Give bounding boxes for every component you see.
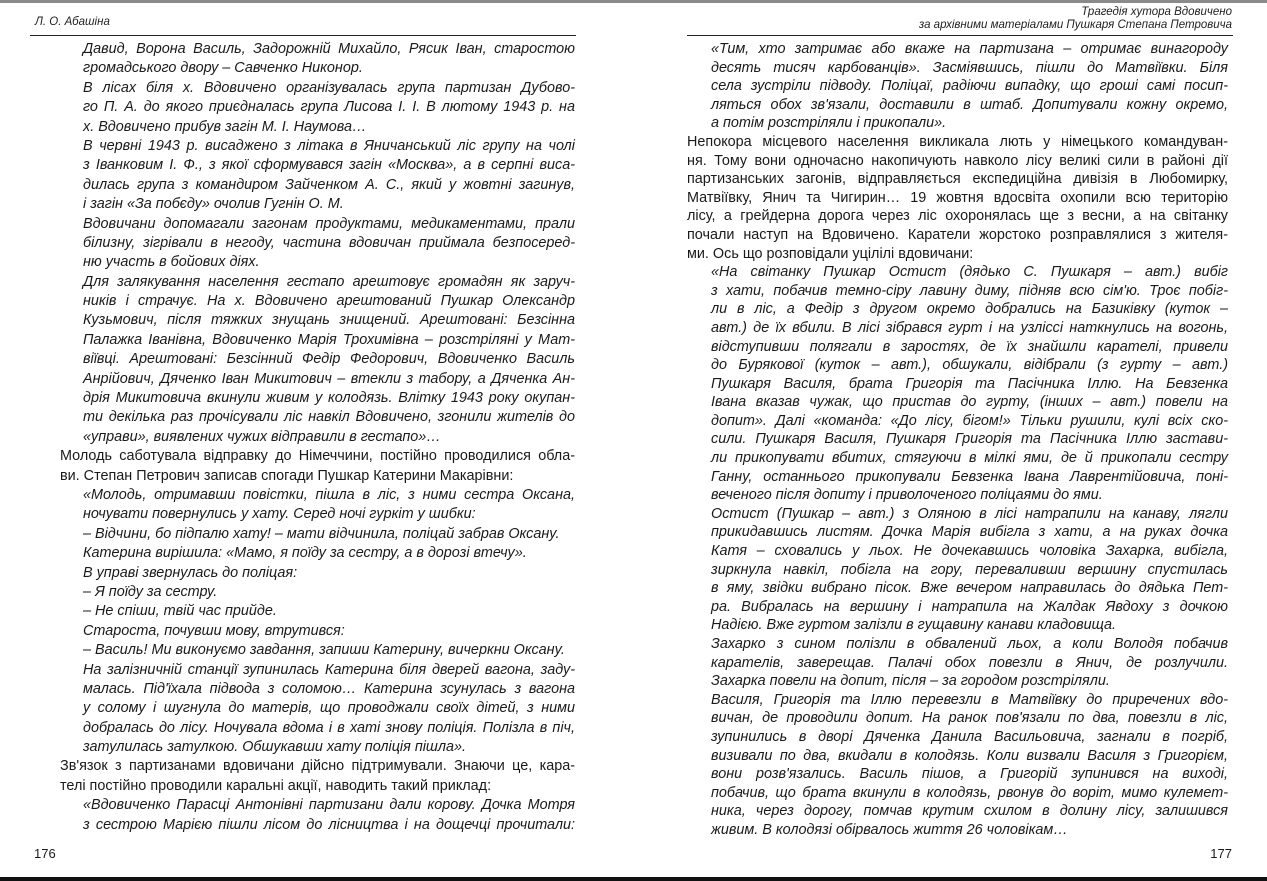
text-line: визивали по два, вкидали в колодязь. Коли визвали Василя з Григорієм, [711, 747, 1228, 764]
text-line: Матвіївку, Янич та Чигирин… 19 жовтня вдосвіта охопили всю територію [687, 189, 1228, 206]
text-line: вичан, де проводили допит. На ранок пов'язали по два, повезли в ліс, [711, 710, 1228, 727]
text-line: дрія Микитовича вкинули живим у колодязь. Влітку 1943 року окупан- [83, 390, 575, 407]
quote-paragraph [60, 544, 575, 563]
text-line: Катя – сховались у льох. Не дочекавшись чоловіка Захарка, вибігла, [711, 543, 1228, 560]
text-line: ників і страчує. На х. Вдовичено арештований Пушкар Олександр [83, 293, 575, 310]
text-line: побачив, що брата вкинули в колодязь, рвонув до воріт, мимо кулемет- [711, 784, 1228, 801]
text-line: авт.) де їх вбили. В лісі зібрався гурт і на узліссі наткнулись на вогонь, [711, 319, 1228, 336]
text-line: малась. Під'їхала підвода з соломою… Катерина зсунулась з вагона [83, 680, 575, 697]
right-page [634, 0, 1267, 877]
text-line: ли в ліс, а Федір з другом окремо добрались на Базиківку (куток – [711, 301, 1228, 318]
running-head-author: Л. О. Абашіна [35, 16, 110, 28]
quote-paragraph [60, 273, 575, 448]
text-line: – Відчини, бо підпалю хату! – мати відчинила, поліцай забрав Оксану. [83, 525, 560, 542]
text-line: громадського двору – Савченко Никонор. [83, 60, 363, 77]
text-line: десять тисяч карбованців». Засміявшись, пішли до Матвіївки. Біля [711, 59, 1228, 76]
text-line: Палажка Іванівна, Вдовиченко Марія Трохимівна – розстріляні у Мат- [83, 331, 575, 348]
text-line: дилась група з командиром Зайченком А. С., який у жовтні загинув, [83, 176, 575, 193]
text-line: віївці. Арештовані: Безсінний Федір Федорович, Вдовиченко Василь [83, 351, 575, 368]
text-line: го П. А. до якого приєдналась група Лисова І. І. В лютому 1943 р. на [83, 99, 575, 116]
text-line: і загін «За побєду» очолив Гугнін О. М. [83, 196, 344, 213]
text-line: ня. Тому вони одночасно накопичують навколо лісу великі сили в районі дії [687, 152, 1228, 169]
text-line: до Бурякової (куток – авт.), обшукали, відібрали (з гурту – авт.) [711, 357, 1228, 374]
text-line: Зв'язок з партизанами вдовичани дійсно підтримували. Знаючи це, кара- [60, 758, 575, 775]
text-line: – Не спіши, твій час прийде. [83, 603, 277, 620]
text-line: вони розв'язались. Василь пішов, а Григорій зупинився на виході, [711, 766, 1228, 783]
text-line: Вдовичани допомагали загонам продуктами, медикаментами, прали [83, 215, 575, 232]
text-line: прикидавшись листям. Дочка Марія вибігла з хати, а на руках дочка [711, 524, 1228, 541]
text-line: Захарка повели на допит, після – за городом розстріляли. [711, 673, 1110, 690]
text-line: у солому і шугнула до матерів, що проводжали своїх дітей, з ними [83, 700, 575, 717]
text-line: Давид, Ворона Василь, Задорожній Михайло, Рясик Іван, старостою [83, 41, 575, 57]
text-line: Катерина вирішила: «Мамо, я поїду за сестру, а в дорозі втечу». [83, 545, 527, 562]
paragraph [687, 133, 1228, 263]
running-head-title [919, 6, 1232, 32]
text-line: Непокора місцевого населення викликала лють у німецького командуван- [687, 133, 1228, 150]
text-line: карателів, заверещав. Палачі обох повезли в Янич, де розлучили. [711, 654, 1228, 671]
text-line: «Вдовиченко Парасці Антонівні партизани дали корову. Дочка Мотря [83, 797, 575, 814]
text-line: лісу, а грейдерна дорога через ліс охоронялась ще з весни, а на світанку [687, 208, 1228, 225]
text-line: Кузьмович, після тяжких знущань знищений. Арештовані: Безсінна [83, 312, 575, 329]
quote-paragraph [60, 564, 575, 583]
quote-paragraph [60, 40, 575, 79]
text-line: х. Вдовичено прибув загін М. І. Наумова… [83, 118, 367, 135]
quote-paragraph [60, 137, 575, 215]
quote-paragraph [60, 622, 575, 641]
text-line: партизанських загонів, відправляється експедиційна дивізія в Любомирку, [687, 171, 1228, 188]
text-line: допит». Далі «команда: «До лісу, бігом!» Тільки рушили, кулі всіх ско- [711, 412, 1228, 429]
text-line: ми. Ось що розповідали уцілілі вдовичани: [687, 245, 974, 262]
text-line: білизну, зігрівали в негоду, частина вдовичан приймала безпосеред- [83, 234, 575, 251]
header-rule [30, 35, 576, 36]
page-number: 176 [34, 846, 56, 861]
text-line: сили. Пушкаря Василя, Пушкаря Григорія та Пасічника Іллю застави- [711, 431, 1228, 448]
text-line: ляться обох зв'язали, доставили в штаб. Допитували кожну окремо, [711, 96, 1228, 113]
page-body [60, 40, 575, 835]
text-line: Надією. Вже гуртом залізли в гущавину канави кладовища. [711, 617, 1117, 634]
text-line: добралась до лісу. Ночувала вдома і в хаті знову поліція. Полізла в піч, [83, 719, 575, 736]
text-line: зиркнула навкіл, побігла на гору, переваливши вершину спустилась [711, 561, 1228, 578]
text-line: з Іванковим І. Ф., з якої сформувався загін «Москва», а в серпні виса- [83, 157, 575, 174]
text-line: В лісах біля х. Вдовичено організувалась група партизан Дубово- [83, 79, 575, 96]
text-line: в яму, звідки вибрано пісок. Вже вечером направилась до дядька Пет- [711, 580, 1228, 597]
text-line: зупинились в дворі Дяченка Данила Васильовича, загнали в погріб, [711, 728, 1228, 745]
text-line: – Я поїду за сестру. [83, 583, 218, 600]
text-line: «На світанку Пушкар Остист (дядько С. Пушкаря – авт.) вибіг [711, 264, 1228, 281]
text-line: Остист (Пушкар – авт.) з Оляною в лісі натрапили на канаву, лягли [711, 505, 1228, 522]
page-body [687, 40, 1228, 840]
text-line: з хати, побачив темно-сіру лавину диму, підняв всю сім'ю. Троє побіг- [711, 282, 1228, 299]
text-line: В червні 1943 р. висаджено з літака в Яничанський ліс групу на чолі [83, 137, 575, 154]
quote-paragraph [60, 661, 575, 758]
quote-paragraph [687, 505, 1228, 635]
text-line: Василя, Григорія та Іллю перевезли в Матвіївку до приречених вдо- [711, 691, 1228, 708]
quote-paragraph [687, 635, 1228, 691]
text-line: ра. Вибралась на вершину і натрапила на Жалдак Явдоху з дочкою [711, 598, 1228, 615]
quote-paragraph [60, 215, 575, 273]
text-line: – Василь! Ми виконуємо завдання, запиши Катерину, вичеркни Оксану. [83, 642, 565, 659]
running-head-line: Трагедія хутора Вдовичено [1081, 6, 1232, 18]
quote-paragraph [687, 691, 1228, 840]
text-line: Івана вказав чужак, що пристав до гурту, (інших – авт.) повели на [711, 394, 1228, 411]
quote-paragraph [60, 583, 575, 602]
running-head-line: за архівними матеріалами Пушкаря Степана Петровича [918, 19, 1232, 31]
text-line: Ганну, останнього прикопували Бевзенка Івана Лаврентійовича, поні- [711, 468, 1228, 485]
quote-paragraph [60, 796, 575, 835]
text-line: В управі звернулась до поліцая: [83, 564, 298, 581]
text-line: Пушкаря Василя, брата Григорія та Пасічника Іллю. На Бевзенка [711, 375, 1228, 392]
quote-paragraph [60, 525, 575, 544]
bottom-border [0, 877, 1267, 881]
text-line: телі постійно проводили каральні акції, наводить такий приклад: [60, 777, 492, 794]
header-rule [687, 35, 1233, 36]
text-line: затулилась затулкою. Обшукавши хату поліція пішла». [83, 739, 467, 756]
text-line: «управи», виявлених чужих відправили в гестапо»… [83, 428, 441, 445]
text-line: ню участь в бойових діях. [83, 254, 260, 271]
text-line: ника, через дорогу, помчав крутим схилом в долину лісу, залишився [711, 803, 1228, 820]
text-line: а потім розстріляли і прикопали». [711, 115, 947, 132]
text-line: села зустріли підводу. Поліцаї, радіючи випадку, що гроші самі посип- [711, 78, 1228, 95]
text-line: веченого після допиту і приволоченого поліцаями до ями. [711, 487, 1103, 504]
text-line: з сестрою Марією пішли лісом до лісництва і на дощечці прочитали: [83, 816, 575, 833]
text-line: Анрійович, Дяченко Іван Микитович – втекли з табору, а Дяченка Ан- [83, 370, 575, 387]
paragraph [60, 447, 575, 486]
quote-paragraph [687, 40, 1228, 133]
text-line: «Тим, хто затримає або вкаже на партизана – отримає винагороду [711, 41, 1228, 57]
paragraph [60, 757, 575, 796]
quote-paragraph [60, 641, 575, 660]
text-line: ви. Степан Петрович записав спогади Пушкар Катерини Макарівни: [60, 467, 514, 484]
text-line: почали наступ на Вдовичено. Каратели жорстоко розправлялися з жителя- [687, 226, 1228, 243]
quote-paragraph [60, 602, 575, 621]
quote-paragraph [60, 486, 575, 525]
quote-paragraph [687, 263, 1228, 505]
text-line: На залізничній станції зупинилась Катерина біля дверей вагона, заду- [83, 661, 575, 678]
text-line: «Молодь, отримавши повістки, пішла в ліс, з ними сестра Оксана, [83, 486, 575, 503]
text-line: ли прикопувати вбитих, стягуючи в мілкі ями, де й прикопали сестру [711, 450, 1228, 467]
text-line: Захарко з сином полізли в обвалений льох, а коли Володя побачив [711, 636, 1228, 652]
text-line: ти декілька раз прочісували ліс навкіл Вдовичено, згонили жителів до [83, 409, 575, 426]
text-line: відступивши полягали в заростях, де їх знайшли карателі, привели [711, 338, 1228, 355]
page-number: 177 [1210, 846, 1232, 861]
text-line: ночувати повернулись у хату. Серед ночі гуркіт у шибки: [83, 506, 476, 523]
text-line: Староста, почувши мову, втрутився: [83, 622, 345, 639]
quote-paragraph [60, 79, 575, 137]
left-page [0, 0, 633, 877]
text-line: живим. В колодязі обірвалось життя 26 чоловікам… [711, 821, 1068, 838]
text-line: Молодь саботувала відправку до Німеччини, постійно проводилися обла- [60, 448, 575, 465]
text-line: Для залякування населення гестапо арештовує громадян як заруч- [83, 273, 575, 290]
